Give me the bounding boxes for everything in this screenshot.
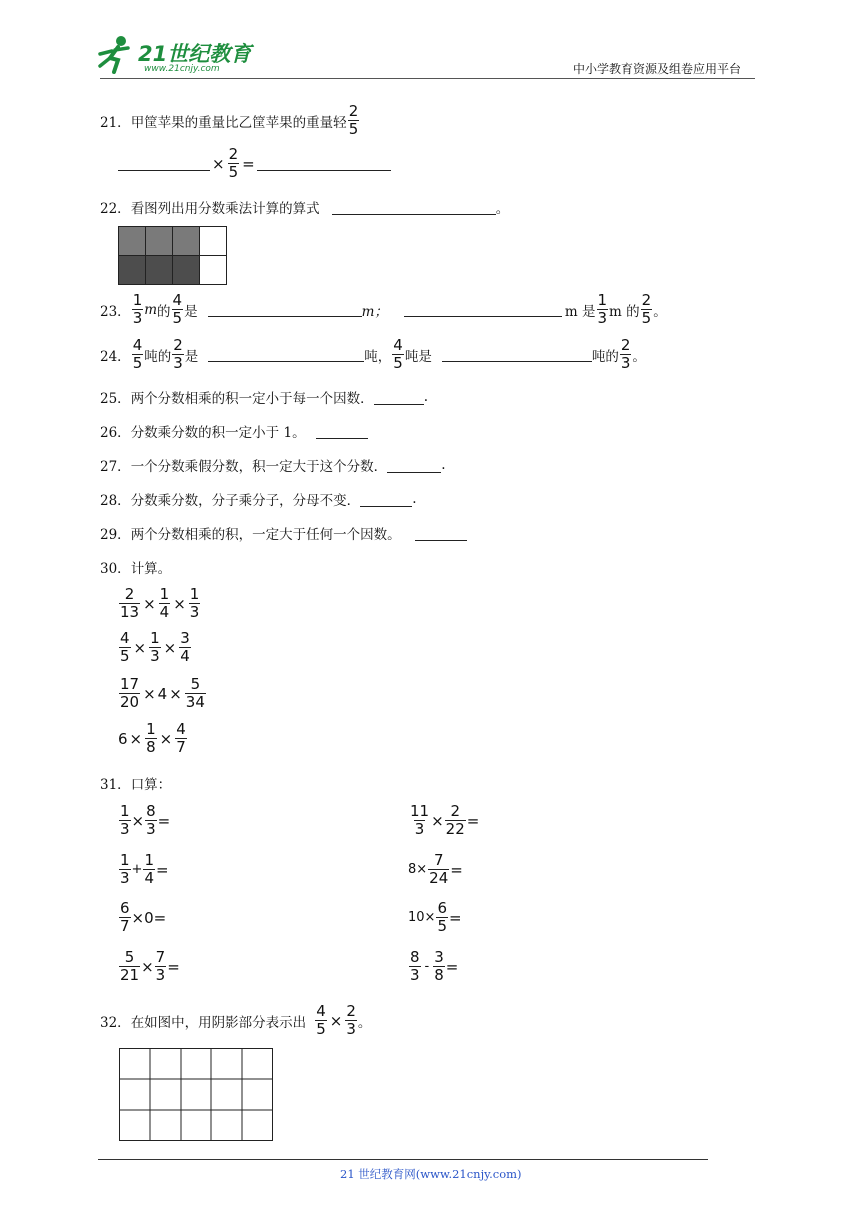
answer-blank[interactable]: [387, 458, 441, 473]
mental-calc-r3: 10× $\frac{6}{5}$ =: [408, 899, 462, 935]
fraction: $\frac{1}{3}$: [132, 291, 143, 327]
question-32: 32． 在如图中，用阴影部分表示出 $\frac{4}{5}$ × $\frac{2}{3}$ 。: [100, 1002, 372, 1038]
question-text: 甲筐苹果的重量比乙筐苹果的重量轻: [130, 114, 347, 131]
header-divider: [100, 78, 755, 79]
answer-blank[interactable]: [415, 526, 467, 541]
calc-expression-1: $\frac{2}{13}$ × $\frac{1}{4}$ × $\frac{1}{3}$: [120, 585, 200, 621]
answer-blank[interactable]: [208, 347, 364, 362]
fraction: $\frac{2}{5}$: [641, 291, 652, 327]
answer-blank[interactable]: [208, 302, 362, 317]
answer-blank[interactable]: [316, 424, 368, 439]
logo-title: 21世纪教育: [138, 42, 252, 66]
answer-blank[interactable]: [374, 390, 424, 405]
answer-blank[interactable]: [442, 347, 592, 362]
mental-calc-l2: $\frac{1}{3}$ + $\frac{1}{4}$ =: [120, 851, 169, 887]
answer-blank[interactable]: [404, 302, 562, 317]
answer-blank[interactable]: [118, 156, 210, 171]
fraction: $\frac{2}{3}$: [346, 1002, 356, 1038]
mental-calc-l1: $\frac{1}{3}$ × $\frac{8}{3}$ =: [120, 802, 171, 838]
question-30: 30． 计算。: [100, 561, 172, 577]
calc-expression-3: $\frac{17}{20}$ × 4 × $\frac{5}{34}$: [120, 675, 205, 711]
fraction: $\frac{4}{5}$: [132, 336, 143, 372]
fraction: $\frac{2}{3}$: [173, 336, 183, 372]
fraction: $\frac{4}{5}$: [393, 336, 403, 372]
fraction: $\frac{2}{5}$: [348, 102, 359, 138]
question-23: 23． $\frac{1}{3}$ m 的 $\frac{4}{5}$ 是 m； m 是 $\frac{1}{3}$ m 的 $\frac{2}{5}$ 。: [100, 291, 667, 327]
empty-grid-figure[interactable]: [119, 1048, 274, 1142]
site-logo: [94, 34, 264, 78]
calc-expression-2: $\frac{4}{5}$ × $\frac{1}{3}$ × $\frac{3}{4}$: [120, 629, 190, 665]
answer-blank[interactable]: [332, 200, 496, 215]
header-platform-text: 中小学教育资源及组卷应用平台: [573, 62, 742, 76]
question-22: 22． 看图列出用分数乘法计算的算式 。: [100, 201, 510, 217]
mental-calc-r4: $\frac{8}{3}$ - $\frac{3}{8}$ =: [410, 948, 459, 984]
fraction: $\frac{4}{5}$: [172, 291, 183, 327]
logo-url: www.21cnjy.com: [144, 64, 220, 74]
fraction: $\frac{2}{5}$: [228, 145, 239, 181]
fraction: $\frac{4}{5}$: [316, 1002, 326, 1038]
question-29: 29． 两个分数相乘的积，一定大于任何一个因数。: [100, 523, 467, 543]
question-32-grid[interactable]: [119, 1048, 274, 1146]
question-21: [100, 104, 360, 137]
question-31: 31． 口算：: [100, 777, 172, 793]
mental-calc-l4: $\frac{5}{21}$ × $\frac{7}{3}$ =: [120, 948, 180, 984]
question-25: 25． 两个分数相乘的积一定小于每一个因数． .: [100, 389, 428, 407]
question-number: 21．: [100, 114, 131, 131]
question-24: 24． $\frac{4}{5}$ 吨的 $\frac{2}{3}$ 是 吨， $\frac{4}{5}$ 吨是 吨的 $\frac{2}{3}$ 。: [100, 336, 646, 372]
shaded-grid-figure: [118, 226, 228, 285]
question-28: 28． 分数乘分数，分子乘分子，分母不变． .: [100, 491, 417, 509]
footer-text[interactable]: 21 世纪教育网(www.21cnjy.com): [340, 1167, 522, 1181]
answer-blank[interactable]: [360, 492, 412, 507]
fraction: $\frac{1}{3}$: [597, 291, 608, 327]
mental-calc-r2: 8× $\frac{7}{24}$ =: [408, 851, 463, 887]
question-22-figure: [118, 226, 228, 289]
question-27: 27． 一个分数乘假分数，积一定大于这个分数． .: [100, 457, 446, 475]
footer-divider: [98, 1159, 708, 1160]
calc-expression-4: 6 × $\frac{1}{8}$ × $\frac{4}{7}$: [118, 720, 186, 756]
mental-calc-l3: $\frac{6}{7}$ ×0=: [120, 899, 167, 935]
question-21-answer-line: × $\frac{2}{5}$ =: [118, 147, 391, 180]
answer-blank[interactable]: [257, 156, 391, 171]
fraction: $\frac{2}{3}$: [620, 336, 631, 372]
mental-calc-r1: $\frac{11}{3}$ × $\frac{2}{22}$ =: [410, 802, 480, 838]
runner-logo-icon: [94, 34, 134, 74]
question-26: 26． 分数乘分数的积一定小于 1。: [100, 421, 368, 441]
